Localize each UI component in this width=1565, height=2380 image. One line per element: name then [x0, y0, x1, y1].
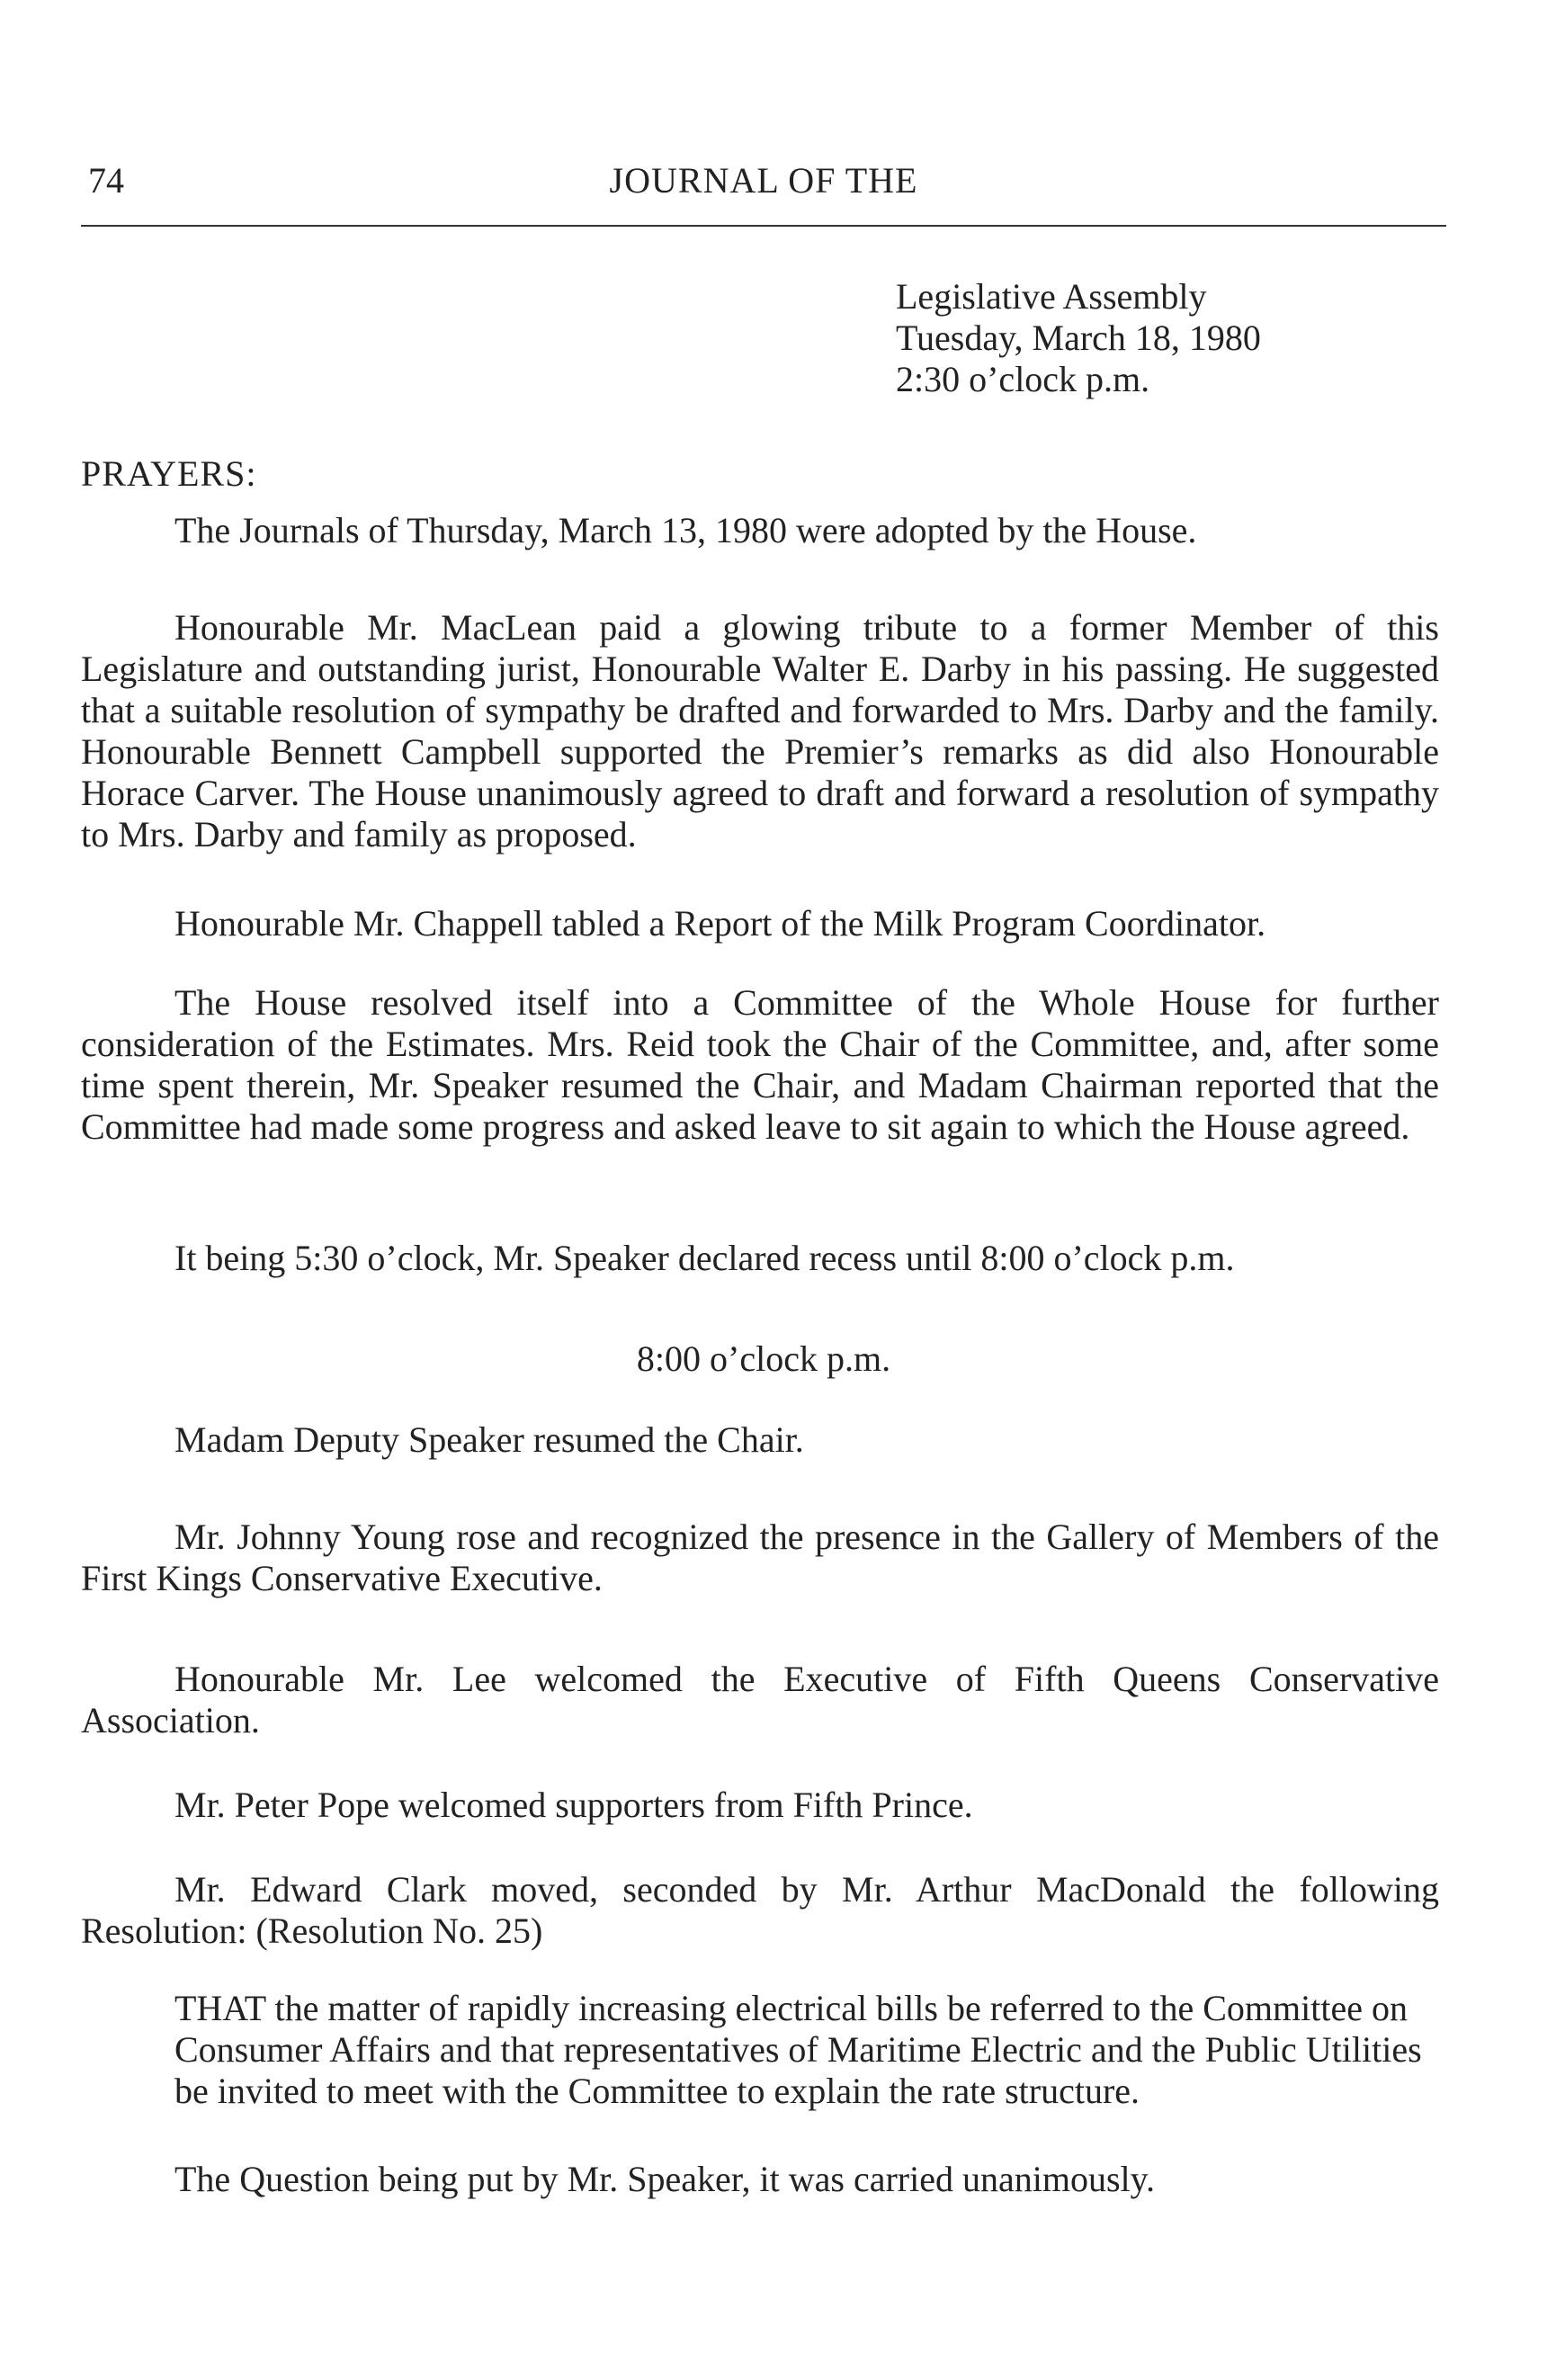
page-number: 74: [88, 160, 124, 201]
prayers-heading: PRAYERS:: [81, 453, 257, 494]
para-maclean-tribute: Honourable Mr. MacLean paid a glowing tribute to a former Member of this Legislature and outstanding jurist, Honourable Walter E. Darby in his passing. He suggested that a suitable resolution of sympathy be drafted and forwarded to Mrs. Darby and the family. Honourable Bennett Campbell supported the Premier’s remarks as did also Honourable Horace Carver. The House unanimously agreed to draft and forward a resolution of sympathy to Mrs. Darby and family as proposed.: [81, 607, 1439, 854]
dateline-time: 2:30 o’clock p.m.: [896, 359, 1150, 399]
evening-time-heading: 8:00 o’clock p.m.: [636, 1338, 891, 1379]
sitting-dateline: [896, 276, 1261, 400]
para-chappell-report: Honourable Mr. Chappell tabled a Report of the Milk Program Coordinator.: [174, 903, 1266, 944]
header-rule: [81, 225, 1446, 227]
para-question-carried: The Question being put by Mr. Speaker, it was carried unanimously.: [174, 2159, 1156, 2199]
para-young-recognition: Mr. Johnny Young rose and recognized the presence in the Gallery of Members of the First Kings Conservative Executive.: [81, 1517, 1439, 1598]
para-pope-welcome: Mr. Peter Pope welcomed supporters from Fifth Prince.: [174, 1785, 973, 1825]
para-clark-motion: Mr. Edward Clark moved, seconded by Mr. Arthur MacDonald the following Resolution: (Resolution No. 25): [81, 1869, 1439, 1951]
para-journals: The Journals of Thursday, March 13, 1980 were adopted by the House.: [174, 510, 1197, 550]
para-recess: It being 5:30 o’clock, Mr. Speaker declared recess until 8:00 o’clock p.m.: [174, 1238, 1235, 1278]
para-deputy-speaker: Madam Deputy Speaker resumed the Chair.: [174, 1419, 804, 1460]
dateline-date: Tuesday, March 18, 1980: [896, 318, 1261, 358]
resolution-text: THAT the matter of rapidly increasing electrical bills be referred to the Committee on Consumer Affairs and that representatives of Maritime Electric and the Public Utilities be invited to meet with the Committee to explain the rate structure.: [174, 1988, 1422, 2111]
dateline-assembly: Legislative Assembly: [896, 276, 1207, 317]
running-head: JOURNAL OF THE: [609, 160, 918, 201]
para-lee-welcome: Honourable Mr. Lee welcomed the Executive of Fifth Queens Conservative Association.: [81, 1659, 1439, 1740]
para-committee-whole: The House resolved itself into a Committee of the Whole House for further consideration of the Estimates. Mrs. Reid took the Chair of the Committee, and, after some time spent therein, Mr. Speaker resumed the Chair, and Madam Chairman reported that the Committee had made some progress and asked leave to sit again to which the House agreed.: [81, 982, 1439, 1147]
page-header: [81, 158, 1446, 203]
